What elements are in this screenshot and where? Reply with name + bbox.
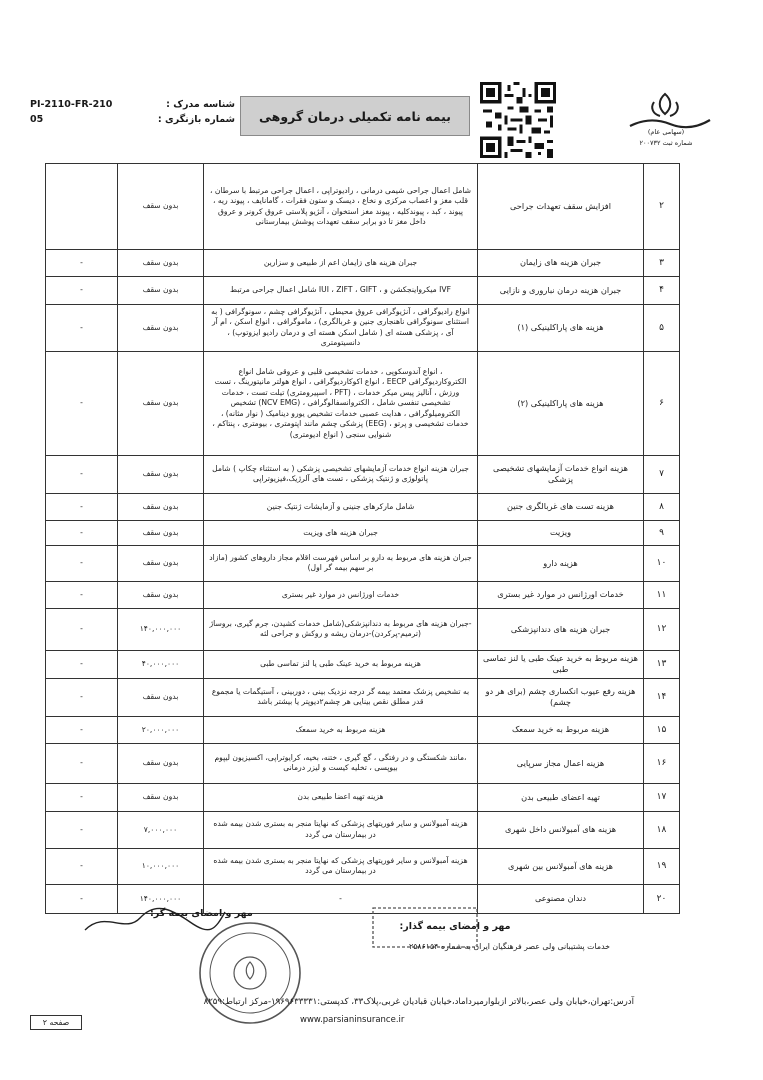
coverage-title: افزایش سقف تعهدات جراحی <box>478 164 644 250</box>
coverage-title: جبران هزینه درمان نباروری و نازایی <box>478 277 644 305</box>
revision-value: 05 <box>30 114 44 125</box>
coverage-title: دندان مصنوعی <box>478 884 644 913</box>
coverage-description: ،مانند شکستگی و در رفتگی ، گچ گیری ، ختنه، بخیه، کرایوتراپی، اکسیزیون لیپوم بیوپسی ، تخلیه کیست و لیزر درمانی <box>204 743 478 783</box>
table-row <box>46 493 680 520</box>
coverage-title: ویزیت <box>478 520 644 545</box>
table-row <box>46 743 680 783</box>
coverage-limit: ۱۰,۰۰۰,۰۰۰ <box>118 848 204 884</box>
coverage-franchise: - <box>46 581 118 608</box>
row-number: ۸ <box>644 493 680 520</box>
coverage-franchise: - <box>46 650 118 678</box>
revision-label: شماره بازنگری : <box>157 114 235 125</box>
policyholder-signature-label: مهر و امضای بیمه گذار: <box>399 921 511 932</box>
coverage-franchise: - <box>46 545 118 581</box>
coverage-description: خدمات اورژانس در موارد غیر بستری <box>204 581 478 608</box>
coverage-description: جبران هزینه های زایمان اعم از طبیعی و سزارین <box>204 250 478 277</box>
table-row <box>46 455 680 493</box>
coverage-description: جبران هزینه های ویزیت <box>204 520 478 545</box>
row-number: ۱۲ <box>644 608 680 650</box>
table-row <box>46 848 680 884</box>
coverage-title: جبران هزینه های دندانپزشکی <box>478 608 644 650</box>
row-number: ۹ <box>644 520 680 545</box>
row-number: ۱۴ <box>644 678 680 716</box>
document-identifier <box>30 97 235 127</box>
row-number: ۲ <box>644 164 680 250</box>
row-number: ۶ <box>644 351 680 455</box>
coverage-franchise: - <box>46 884 118 913</box>
coverage-franchise: - <box>46 678 118 716</box>
coverage-title: هزینه تست های غربالگری جنین <box>478 493 644 520</box>
coverage-title: جبران هزینه های زایمان <box>478 250 644 277</box>
registration-number: شماره ثبت ۲۰۰۷۳۲ <box>639 139 693 147</box>
row-number: ۱۹ <box>644 848 680 884</box>
coverage-limit: بدون سقف <box>118 783 204 811</box>
coverage-description: جبران هزینه های مربوط به دارو بر اساس فهرست اقلام مجاز داروهای کشور (مازاد بر سهم بیمه گر اول) <box>204 545 478 581</box>
coverage-limit: ۱۴۰,۰۰۰,۰۰۰ <box>118 884 204 913</box>
coverage-description: هزینه مربوط به خرید عینک طبی یا لنز تماسی طبی <box>204 650 478 678</box>
table-row <box>46 678 680 716</box>
coverage-description: شامل اعمال جراحی شیمی درمانی ، رادیوتراپی ، اعمال جراحی مرتبط با سرطان ، قلب مغز و اعصاب مرکزی و نخاع ، دیسک و ستون فقرات ، گامانایف ، پیوند ریه ، پیوند ، کبد ، پیوندکلیه ، پیوند مغز استخوان ، آنژیو پلاستی عروق کرونر و عروق داخل مغز تا دو برابر سقف تعهدات پوشش بیمارستانی <box>204 164 478 250</box>
coverage-title: هزینه های آمبولانس بین شهری <box>478 848 644 884</box>
coverage-title: تهیه اعضای طبیعی بدن <box>478 783 644 811</box>
table-row <box>46 351 680 455</box>
coverage-franchise: - <box>46 811 118 848</box>
row-number: ۱۳ <box>644 650 680 678</box>
coverage-franchise: - <box>46 455 118 493</box>
coverage-franchise <box>46 164 118 250</box>
coverage-description: جبران هزینه انواع خدمات آزمایشهای تشخیصی پزشکی ( به استثناء چکاپ ) شامل پاتولوژی و ژنتیک پزشکی ، تست های آلرژیک،فیزیوتراپی <box>204 455 478 493</box>
coverage-franchise: - <box>46 716 118 743</box>
coverage-description: - <box>204 884 478 913</box>
coverage-limit: بدون سقف <box>118 164 204 250</box>
table-row <box>46 520 680 545</box>
coverage-franchise: - <box>46 305 118 352</box>
coverage-franchise: - <box>46 250 118 277</box>
table-row <box>46 581 680 608</box>
coverage-limit: ۱۴۰,۰۰۰,۰۰۰ <box>118 608 204 650</box>
row-number: ۱۵ <box>644 716 680 743</box>
coverage-description: هزینه تهیه اعضا طبیعی بدن <box>204 783 478 811</box>
row-number: ۱۷ <box>644 783 680 811</box>
coverage-franchise: - <box>46 783 118 811</box>
coverage-limit: ۲۰,۰۰۰,۰۰۰ <box>118 716 204 743</box>
table-row <box>46 608 680 650</box>
coverage-franchise: - <box>46 351 118 455</box>
coverage-title: هزینه های پاراکلینیکی (۱) <box>478 305 644 352</box>
row-number: ۱۸ <box>644 811 680 848</box>
table-row <box>46 783 680 811</box>
coverage-title: هزینه اعمال مجاز سرپایی <box>478 743 644 783</box>
coverage-description: هزینه آمبولانس و سایر فوریتهای پزشکی که نهایتا منجر به بستری شدن بیمه شده در بیمارستان می گردد <box>204 848 478 884</box>
coverage-description: -جبران هزینه های مربوط به دندانپزشکی(شامل خدمات کشیدن، جرم گیری، بروساژ (ترمیم-پرکردن)-درمان ریشه و روکش و جراحی لثه <box>204 608 478 650</box>
coverage-title: هزینه دارو <box>478 545 644 581</box>
row-number: ۱۶ <box>644 743 680 783</box>
coverage-title: هزینه رفع عیوب انکساری چشم (برای هر دو چشم) <box>478 678 644 716</box>
coverage-title: خدمات اورژانس در موارد غیر بستری <box>478 581 644 608</box>
coverage-title: هزینه مربوط به خرید سمعک <box>478 716 644 743</box>
coverage-description: ، انواع آندوسکوپی ، خدمات تشخیصی قلبی و عروقی شامل انواع الکتروکاردیوگرافی EECP ، انواع اکوکاردیوگرافی ، انواع هولتر مانیتورینگ ، تست ورزش ، آنالیز پیس میکر خدمات ، (PFT ، اسپیرومتری) تیلت تست ، خدمات تشخیصی تنفسی شامل ، الکتروانسفالوگرافی ، (NCV EMG) تشخیص الکترومیلوگرافی ، هدایت عصبی خدمات تشخیص یورو دینامیک ( نوار مثانه) ، خدمات تشخیصی و پرتو ، (EEG) پزشکی چشم مانند اپتومتری ، بیومتری ، پنتاکم ، شنوایی سنجی ( انواع ادیومتری) <box>204 351 478 455</box>
table-row <box>46 250 680 277</box>
table-row <box>46 650 680 678</box>
row-number: ۲۰ <box>644 884 680 913</box>
page-number: صفحه ۲ <box>30 1015 82 1030</box>
row-number: ۷ <box>644 455 680 493</box>
coverage-franchise: - <box>46 493 118 520</box>
company-type: (سهامی عام) <box>647 128 685 136</box>
coverage-description: انواع رادیوگرافی ، آنژیوگرافی عروق محیطی ، آنژیوگرافی چشم ، سونوگرافی ( به استثنای سونوگرافی ناهنجاری جنین و غربالگری) ، ماموگرافی ، انواع اسکن ، ام آر آی ، پزشکی هسته ای ( شامل اسکن هسته ای و درمان رادیو ایزوتوپ) ، دانسیتومتری <box>204 305 478 352</box>
row-number: ۴ <box>644 277 680 305</box>
coverage-limit: بدون سقف <box>118 277 204 305</box>
coverage-limit: بدون سقف <box>118 545 204 581</box>
table-row <box>46 305 680 352</box>
coverage-limit: بدون سقف <box>118 455 204 493</box>
coverage-title: هزینه مربوط به خرید عینک طبی یا لنز تماسی طبی <box>478 650 644 678</box>
coverage-description: هزینه مربوط به خرید سمعک <box>204 716 478 743</box>
company-seal <box>195 918 305 1028</box>
row-number: ۱۰ <box>644 545 680 581</box>
policyholder-note: خدمات پشتیبانی ولی عصر فرهنگیان ایران به شماره ۲۵۸۶۱۵۴ <box>409 942 610 951</box>
coverage-title: هزینه انواع خدمات آزمایشهای تشخیصی پزشکی <box>478 455 644 493</box>
table-row <box>46 716 680 743</box>
form-title-box <box>240 96 470 136</box>
coverage-franchise: - <box>46 277 118 305</box>
coverage-description: هزینه آمبولانس و سایر فوریتهای پزشکی که نهایتا منجر به بستری شدن بیمه شده در بیمارستان می گردد <box>204 811 478 848</box>
row-number: ۳ <box>644 250 680 277</box>
company-website: www.parsianinsurance.ir <box>300 1015 405 1025</box>
coverage-franchise: - <box>46 848 118 884</box>
coverage-description: به تشخیص پزشک معتمد بیمه گر درجه نزدیک بینی ، دوربینی ، آستیگمات یا مجموع قدر مطلق نقص بینایی هر چشم۲دیوپتر یا بیشتر باشد <box>204 678 478 716</box>
doc-id-label: شناسه مدرک : <box>166 99 235 110</box>
coverage-description: شامل مارکرهای جنینی و آزمایشات ژنتیک جنین <box>204 493 478 520</box>
coverage-limit: ۷,۰۰۰,۰۰۰ <box>118 811 204 848</box>
coverage-limit: بدون سقف <box>118 678 204 716</box>
row-number: ۵ <box>644 305 680 352</box>
coverage-limit: بدون سقف <box>118 305 204 352</box>
table-row <box>46 277 680 305</box>
doc-id-value: PI-2110-FR-210 <box>30 99 113 110</box>
coverage-limit: بدون سقف <box>118 493 204 520</box>
coverage-description: IVF میکرواینجکشن و ، IUI ، ZIFT ، GIFT شامل اعمال جراحی مرتبط <box>204 277 478 305</box>
coverage-table <box>45 163 680 914</box>
coverage-franchise: - <box>46 743 118 783</box>
coverage-franchise: - <box>46 520 118 545</box>
table-row <box>46 545 680 581</box>
coverage-limit: بدون سقف <box>118 351 204 455</box>
company-address: آدرس:تهران،خیابان ولی عصر،بالاتر ازبلوارمیرداماد،خیابان قبادیان غربی،پلاک۳۳، کدپستی:۱۹۶۹۶۳۳۳۳۱-مرکز ارتباط:۸۲۵۹ <box>203 997 634 1007</box>
form-title: بیمه نامه تکمیلی درمان گروهی <box>259 108 451 124</box>
coverage-limit: بدون سقف <box>118 520 204 545</box>
row-number: ۱۱ <box>644 581 680 608</box>
coverage-limit: بدون سقف <box>118 581 204 608</box>
qr-code <box>480 82 556 158</box>
table-row <box>46 811 680 848</box>
coverage-franchise: - <box>46 608 118 650</box>
coverage-limit: ۴۰,۰۰۰,۰۰۰ <box>118 650 204 678</box>
coverage-limit: بدون سقف <box>118 250 204 277</box>
coverage-title: هزینه های آمبولانس داخل شهری <box>478 811 644 848</box>
coverage-title: هزینه های پاراکلینیکی (۲) <box>478 351 644 455</box>
table-row <box>46 164 680 250</box>
insurer-signature-label: مهر و امضای بیمه گر: <box>150 908 253 919</box>
coverage-limit: بدون سقف <box>118 743 204 783</box>
